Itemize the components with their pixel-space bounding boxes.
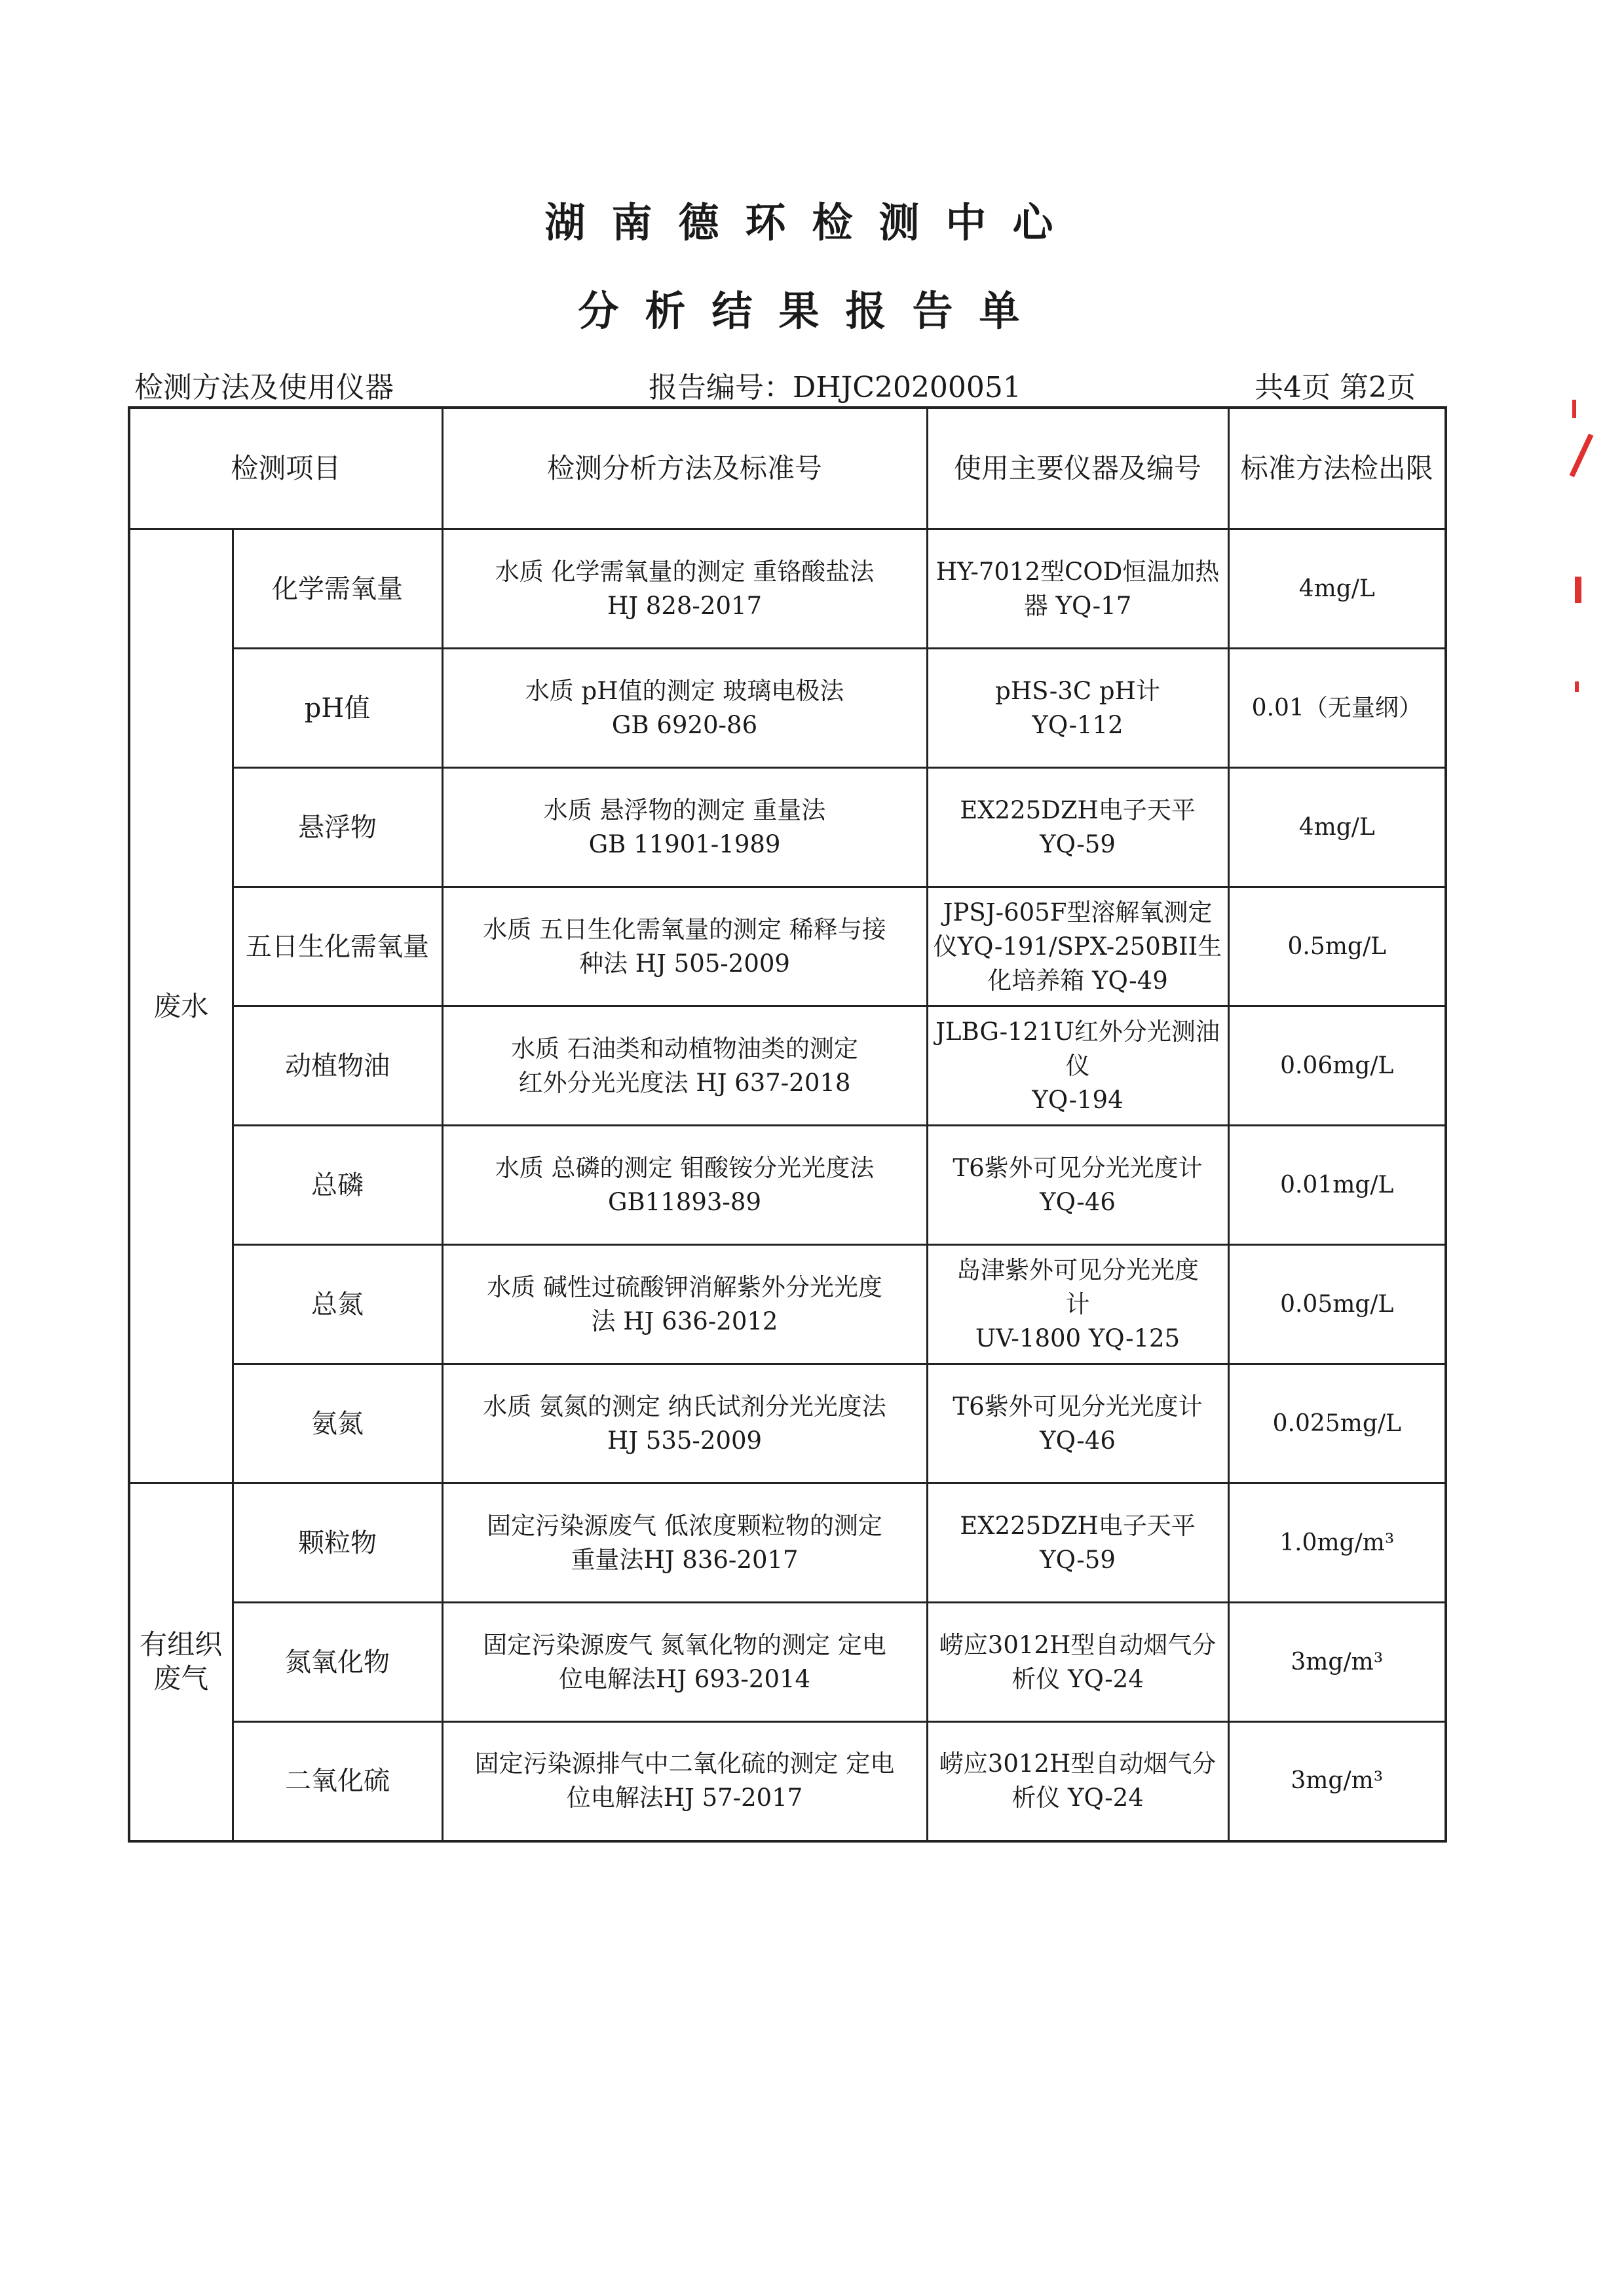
- item-cell: 氮氧化物: [233, 1603, 442, 1722]
- method-line: 水质 氨氮的测定 纳氏试剂分光光度法: [483, 1392, 886, 1421]
- method-line: 水质 总磷的测定 钼酸铵分光光度法: [495, 1153, 875, 1182]
- scan-mark: [1572, 400, 1576, 418]
- table-row: [129, 768, 1446, 887]
- instrument-cell: [927, 1126, 1228, 1245]
- method-cell: [442, 1483, 927, 1603]
- item-cell: 悬浮物: [233, 768, 442, 887]
- instrument-line: T6紫外可见分光光度计: [953, 1153, 1203, 1182]
- limit-cell: 4mg/L: [1228, 529, 1446, 649]
- instrument-line: JLBG-121U红外分光测油: [935, 1017, 1220, 1046]
- instrument-line: YQ-46: [1040, 1426, 1116, 1455]
- table-body: [129, 529, 1446, 1841]
- method-line: 红外分光光度法 HJ 637-2018: [518, 1068, 851, 1097]
- table-row: [129, 1603, 1446, 1722]
- method-cell: [442, 1364, 927, 1483]
- table-row: [129, 1006, 1446, 1126]
- instrument-line: YQ-59: [1040, 830, 1116, 858]
- instrument-line: 崂应3012H型自动烟气分: [939, 1750, 1217, 1778]
- method-line: HJ 828-2017: [607, 591, 763, 620]
- instrument-line: pHS-3C pH计: [995, 676, 1160, 705]
- instrument-line: 器 YQ-17: [1023, 591, 1132, 620]
- method-cell: [442, 529, 927, 649]
- method-line: 位电解法HJ 57-2017: [566, 1784, 803, 1812]
- scan-mark: [1570, 434, 1594, 478]
- method-cell: [442, 1245, 927, 1364]
- instrument-cell: [927, 1722, 1228, 1841]
- instrument-line: EX225DZH电子天平: [960, 1511, 1196, 1540]
- method-cell: [442, 649, 927, 768]
- instrument-line: 计: [1065, 1290, 1090, 1318]
- item-cell: 化学需氧量: [233, 529, 442, 649]
- item-cell: 氨氮: [233, 1364, 442, 1483]
- item-cell: 总氮: [233, 1245, 442, 1364]
- instrument-line: UV-1800 YQ-125: [975, 1324, 1180, 1352]
- item-cell: 二氧化硫: [233, 1722, 442, 1841]
- item-cell: 五日生化需氧量: [233, 887, 442, 1006]
- instrument-line: JPSJ-605F型溶解氧测定: [943, 898, 1213, 927]
- header-instrument: 使用主要仪器及编号: [927, 408, 1228, 529]
- page-indicator: 共4页 第2页: [1255, 371, 1416, 404]
- method-line: GB 6920-86: [611, 710, 758, 739]
- method-line: 水质 pH值的测定 玻璃电极法: [525, 676, 844, 705]
- header-item: 检测项目: [129, 408, 442, 529]
- method-line: 水质 碱性过硫酸钾消解紫外分光光度: [487, 1272, 882, 1301]
- limit-cell: 0.06mg/L: [1228, 1006, 1446, 1126]
- item-cell: pH值: [233, 649, 442, 768]
- instrument-line: 仪: [1065, 1051, 1090, 1080]
- instrument-line: 析仪 YQ-24: [1011, 1664, 1144, 1693]
- table-row: [129, 1126, 1446, 1245]
- instrument-line: 化培养箱 YQ-49: [987, 966, 1168, 995]
- instrument-cell: [927, 1006, 1228, 1126]
- scan-mark: [1575, 681, 1579, 692]
- table-row: [129, 887, 1446, 1006]
- method-cell: [442, 1722, 927, 1841]
- item-cell: 总磷: [233, 1126, 442, 1245]
- method-line: 水质 石油类和动植物油类的测定: [511, 1034, 858, 1063]
- method-line: 种法 HJ 505-2009: [579, 949, 790, 978]
- instrument-cell: [927, 1603, 1228, 1722]
- instrument-line: EX225DZH电子天平: [960, 795, 1196, 824]
- item-cell: 动植物油: [233, 1006, 442, 1126]
- method-line: GB11893-89: [607, 1187, 762, 1216]
- limit-cell: 4mg/L: [1228, 768, 1446, 887]
- method-line: 水质 化学需氧量的测定 重铬酸盐法: [495, 557, 875, 586]
- instrument-line: YQ-194: [1032, 1085, 1124, 1114]
- instrument-cell: [927, 649, 1228, 768]
- item-cell: 颗粒物: [233, 1483, 442, 1603]
- method-line: GB 11901-1989: [588, 830, 781, 858]
- instrument-line: HY-7012型COD恒温加热: [935, 557, 1220, 586]
- org-title: 湖南德环检测中心: [544, 199, 1080, 246]
- limit-cell: 0.05mg/L: [1228, 1245, 1446, 1364]
- limit-cell: 0.025mg/L: [1228, 1364, 1446, 1483]
- instrument-cell: [927, 1245, 1228, 1364]
- method-line: 固定污染源排气中二氧化硫的测定 定电: [474, 1750, 895, 1778]
- limit-cell: 3mg/m³: [1228, 1722, 1446, 1841]
- instrument-line: T6紫外可见分光光度计: [953, 1392, 1203, 1421]
- limit-cell: 0.01（无量纲）: [1228, 649, 1446, 768]
- method-line: 水质 悬浮物的测定 重量法: [543, 795, 826, 824]
- instrument-line: 仪YQ-191/SPX-250BII生: [933, 932, 1222, 961]
- report-title: 分析结果报告单: [578, 287, 1046, 335]
- instrument-cell: [927, 768, 1228, 887]
- instrument-line: 崂应3012H型自动烟气分: [939, 1630, 1217, 1659]
- method-line: 法 HJ 636-2012: [591, 1307, 778, 1335]
- table-header-row: [129, 408, 1446, 529]
- method-cell: [442, 887, 927, 1006]
- method-cell: [442, 1006, 927, 1126]
- header-limit: 标准方法检出限: [1228, 408, 1446, 529]
- table-row: [129, 1364, 1446, 1483]
- limit-cell: 0.5mg/L: [1228, 887, 1446, 1006]
- results-table: [128, 406, 1447, 1843]
- limit-cell: 1.0mg/m³: [1228, 1483, 1446, 1603]
- limit-cell: 0.01mg/L: [1228, 1126, 1446, 1245]
- table-row: [129, 1483, 1446, 1603]
- category-cell: 有组织废气: [129, 1483, 233, 1841]
- instrument-line: YQ-46: [1040, 1187, 1116, 1216]
- method-line: 水质 五日生化需氧量的测定 稀释与接: [483, 915, 886, 944]
- method-line: 固定污染源废气 低浓度颗粒物的测定: [487, 1511, 882, 1540]
- method-line: 位电解法HJ 693-2014: [558, 1664, 811, 1693]
- table-row: [129, 1245, 1446, 1364]
- method-line: 重量法HJ 836-2017: [571, 1545, 799, 1574]
- table-row: [129, 529, 1446, 649]
- instrument-line: 岛津紫外可见分光光度: [956, 1255, 1199, 1284]
- method-cell: [442, 1126, 927, 1245]
- instrument-cell: [927, 887, 1228, 1006]
- report-number: 报告编号：DHJC20200051: [649, 371, 1021, 404]
- limit-cell: 3mg/m³: [1228, 1603, 1446, 1722]
- method-cell: [442, 768, 927, 887]
- scan-mark: [1575, 577, 1581, 603]
- method-cell: [442, 1603, 927, 1722]
- table-row: [129, 1722, 1446, 1841]
- method-line: HJ 535-2009: [607, 1426, 763, 1455]
- table-row: [129, 649, 1446, 768]
- instrument-line: YQ-59: [1040, 1545, 1116, 1574]
- instrument-line: YQ-112: [1032, 710, 1124, 739]
- category-cell: 废水: [129, 529, 233, 1483]
- section-label: 检测方法及使用仪器: [134, 371, 394, 404]
- instrument-line: 析仪 YQ-24: [1011, 1784, 1144, 1812]
- instrument-cell: [927, 529, 1228, 649]
- method-line: 固定污染源废气 氮氧化物的测定 定电: [483, 1630, 886, 1659]
- header-method: 检测分析方法及标准号: [442, 408, 927, 529]
- instrument-cell: [927, 1483, 1228, 1603]
- instrument-cell: [927, 1364, 1228, 1483]
